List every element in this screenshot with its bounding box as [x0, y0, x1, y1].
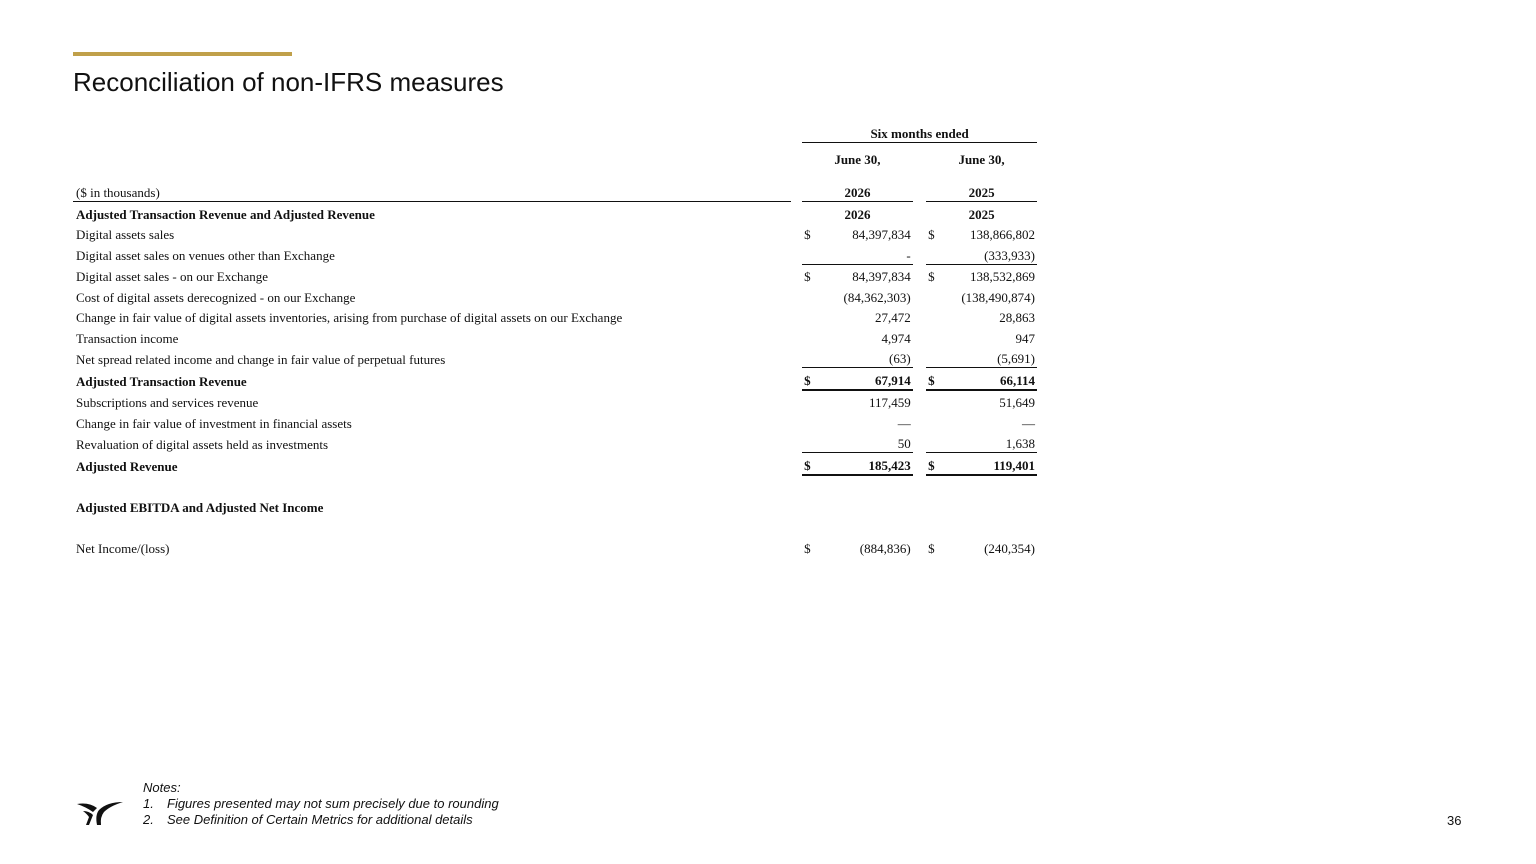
currency-symbol: $ — [802, 453, 822, 475]
note-item — [143, 812, 499, 828]
currency-symbol: $ — [802, 368, 822, 390]
adjusted-transaction-revenue-row — [73, 368, 1037, 390]
row-label: Digital assets sales — [76, 227, 175, 242]
currency-symbol — [926, 285, 946, 306]
table-row — [73, 223, 1037, 244]
section1-heading-row — [73, 202, 1037, 223]
currency-symbol: $ — [928, 540, 935, 556]
notes-block — [143, 780, 499, 828]
currency-symbol: $ — [928, 269, 935, 284]
value-2025: (240,354) — [984, 540, 1035, 556]
value-2026: (84,362,303) — [843, 289, 911, 305]
value-2025: (138,490,874) — [961, 289, 1035, 305]
value-2025: 947 — [1015, 330, 1035, 346]
currency-symbol — [802, 326, 822, 347]
period-header: Six months ended — [802, 120, 1037, 143]
value-2026: 50 — [822, 432, 913, 453]
table-row — [73, 326, 1037, 347]
table-row — [73, 264, 1037, 285]
row-label: Digital asset sales - on our Exchange — [76, 269, 269, 284]
value-2026: 117,459 — [868, 395, 911, 410]
section2-heading: Adjusted EBITDA and Adjusted Net Income — [76, 500, 324, 515]
value-2025: (333,933) — [946, 243, 1037, 264]
value-2026: 67,914 — [822, 368, 913, 390]
header-date-row — [73, 143, 1037, 178]
spacer-row — [73, 475, 1037, 496]
col2-year-header: 2025 — [926, 177, 1037, 202]
value-2026: (63) — [822, 347, 913, 368]
currency-symbol — [802, 411, 822, 432]
note-item — [143, 796, 499, 812]
page-number: 36 — [1447, 813, 1462, 828]
currency-symbol — [802, 432, 822, 453]
net-income-row — [73, 536, 1037, 557]
currency-symbol — [926, 347, 946, 368]
adjusted-revenue-row — [73, 453, 1037, 475]
header-year-row — [73, 177, 1037, 202]
note-number: 1. — [143, 796, 154, 811]
currency-symbol: $ — [928, 227, 935, 242]
bull-horns-logo-icon — [77, 798, 123, 826]
currency-symbol: $ — [804, 227, 811, 242]
value-2026: - — [822, 243, 913, 264]
currency-symbol — [926, 243, 946, 264]
value-2026: 185,423 — [822, 453, 913, 475]
reconciliation-table — [73, 120, 1037, 557]
value-2026: — — [897, 415, 911, 431]
note-text: See Definition of Certain Metrics for additional details — [167, 812, 473, 827]
section2-heading-row — [73, 496, 1037, 517]
currency-symbol — [802, 243, 822, 264]
row-label: Adjusted Transaction Revenue — [76, 373, 247, 389]
currency-symbol: $ — [926, 368, 946, 390]
value-2025: — — [1022, 415, 1035, 431]
units-label: ($ in thousands) — [73, 177, 791, 202]
row-label: Cost of digital assets derecognized - on our Exchange — [76, 289, 356, 305]
section1-heading: Adjusted Transaction Revenue and Adjusted Revenue — [76, 206, 375, 222]
row-label: Subscriptions and services revenue — [76, 395, 259, 410]
col1-year-header: 2026 — [802, 177, 913, 202]
currency-symbol — [802, 347, 822, 368]
row-label: Net spread related income and change in fair value of perpetual futures — [76, 351, 446, 367]
col2-date-header: June 30, — [958, 152, 1005, 167]
note-text: Figures presented may not sum precisely due to rounding — [167, 796, 499, 811]
row-label: Net Income/(loss) — [76, 540, 170, 556]
notes-title: Notes: — [143, 780, 181, 795]
value-2025: 1,638 — [946, 432, 1037, 453]
currency-symbol — [802, 285, 822, 306]
value-2025: 66,114 — [946, 368, 1037, 390]
row-label: Transaction income — [76, 330, 179, 346]
value-2026: (884,836) — [859, 540, 911, 556]
currency-symbol: $ — [804, 540, 811, 556]
table-row — [73, 347, 1037, 368]
note-number: 2. — [143, 812, 154, 827]
value-2026: 84,397,834 — [852, 227, 911, 242]
col1-date-header: June 30, — [834, 152, 881, 167]
currency-symbol — [926, 390, 946, 412]
row-label: Change in fair value of investment in financial assets — [76, 415, 352, 431]
table-row — [73, 285, 1037, 306]
currency-symbol — [926, 306, 946, 327]
value-2025: 138,532,869 — [970, 269, 1035, 284]
table-row — [73, 306, 1037, 327]
value-2025: 138,866,802 — [970, 227, 1035, 242]
currency-symbol — [926, 432, 946, 453]
currency-symbol — [802, 390, 822, 412]
row-label: Adjusted Revenue — [76, 458, 178, 474]
table-row — [73, 390, 1037, 412]
page-title: Reconciliation of non-IFRS measures — [73, 67, 504, 97]
table-row — [73, 432, 1037, 453]
table-row — [73, 411, 1037, 432]
value-2025: 119,401 — [946, 453, 1037, 475]
header-period-row — [73, 120, 1037, 143]
section1-col1-year: 2026 — [844, 206, 871, 222]
value-2025: 28,863 — [999, 310, 1035, 325]
currency-symbol: $ — [926, 453, 946, 475]
row-label: Digital asset sales on venues other than Exchange — [76, 248, 335, 263]
currency-symbol — [926, 326, 946, 347]
row-label: Revaluation of digital assets held as investments — [76, 436, 329, 452]
value-2026: 84,397,834 — [852, 269, 911, 284]
value-2026: 4,974 — [881, 330, 911, 346]
value-2026: 27,472 — [874, 310, 911, 325]
value-2025: 51,649 — [999, 395, 1035, 410]
currency-symbol — [802, 306, 822, 327]
title-accent-bar — [73, 52, 292, 56]
value-2025: (5,691) — [946, 347, 1037, 368]
currency-symbol: $ — [804, 269, 811, 284]
row-label: Change in fair value of digital assets inventories, arising from purchase of digital assets on our Exchange — [76, 310, 623, 325]
table-row — [73, 243, 1037, 264]
section1-col2-year: 2025 — [968, 206, 995, 222]
spacer-row — [73, 516, 1037, 536]
currency-symbol — [926, 411, 946, 432]
